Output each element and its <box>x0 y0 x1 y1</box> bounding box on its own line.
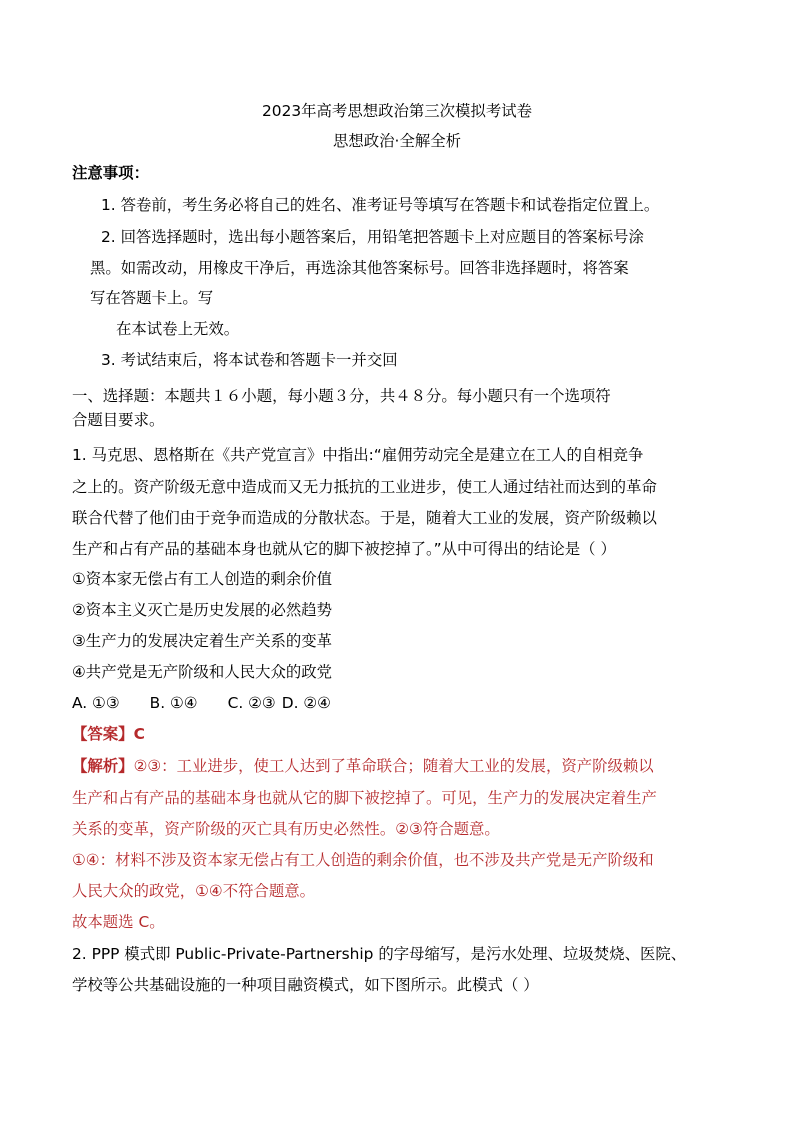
q1-stem-3: 联合代替了他们由于竞争而造成的分散状态。于是，随着大工业的发展，资产阶级赖以 <box>72 509 657 527</box>
notice-line-3: 黑。如需改动，用橡皮干净后，再选涂其他答案标号。回答非选择题时，将答案 <box>90 259 629 277</box>
q1-statement-3: ③生产力的发展决定着生产关系的变革 <box>72 632 333 650</box>
q2-stem-2: 学校等公共基础设施的一种项目融资模式，如下图所示。此模式（ ） <box>72 976 539 994</box>
q1-statement-4: ④共产党是无产阶级和人民大众的政党 <box>72 663 333 681</box>
notice-line-6: 3. 考试结束后，将本试卷和答题卡一并交回 <box>101 351 398 369</box>
q1-analysis-4: ①④：材料不涉及资本家无偿占有工人创造的剩余价值，也不涉及共产党是无产阶级和 <box>72 851 654 869</box>
q1-analysis-5: 人民大众的政党，①④不符合题意。 <box>72 882 316 900</box>
section-heading-2: 合题目要求。 <box>72 411 165 429</box>
q1-stem-2: 之上的。资产阶级无意中造成而又无力抵抗的工业进步，使工人通过结社而达到的革命 <box>72 478 657 496</box>
q1-stem-1: 1. 马克思、恩格斯在《共产党宣言》中指出:“雇佣劳动完全是建立在工人的自相竞争 <box>72 446 644 464</box>
q1-analysis-1 <box>72 755 732 777</box>
q1-option-a: A. ①③ <box>72 694 120 712</box>
notice-heading: 注意事项： <box>72 164 149 182</box>
answer-label: 【答案】 <box>72 725 134 743</box>
exam-subtitle: 思想政治·全解全析 <box>332 132 462 150</box>
notice-line-4: 写在答题卡上。写 <box>90 289 214 307</box>
q1-conclusion: 故本题选 C。 <box>72 913 165 931</box>
analysis-label: 【解析】 <box>72 757 134 775</box>
q1-analysis-3: 关系的变革，资产阶级的灭亡具有历史必然性。②③符合题意。 <box>72 820 500 838</box>
section-heading-1: 一、选择题：本题共１６小题，每小题３分，共４８分。每小题只有一个选项符 <box>72 387 611 405</box>
notice-line-2: 2. 回答选择题时，选出每小题答案后，用铅笔把答题卡上对应题目的答案标号涂 <box>101 228 644 246</box>
q1-options <box>72 692 732 714</box>
exam-title: 2023年高考思想政治第三次模拟考试卷 <box>261 102 533 120</box>
q1-stem-4: 生产和占有产品的基础本身也就从它的脚下被挖掉了。”从中可得出的结论是（ ） <box>72 540 616 558</box>
q1-option-d: D. ②④ <box>281 694 331 712</box>
notice-line-5: 在本试卷上无效。 <box>116 320 240 338</box>
q1-statement-2: ②资本主义灭亡是历史发展的必然趋势 <box>72 601 333 619</box>
analysis-text-1: ②③：工业进步，使工人达到了革命联合；随着大工业的发展，资产阶级赖以 <box>133 757 654 775</box>
q2-stem-1: 2. PPP 模式即 Public-Private-Partnership 的字母缩写，是污水处理、垃圾焚烧、医院、 <box>72 945 687 963</box>
notice-line-1: 1. 答卷前，考生务必将自己的姓名、准考证号等填写在答题卡和试卷指定位置上。 <box>101 196 660 214</box>
q1-option-c: C. ②③ <box>227 694 276 712</box>
q1-answer <box>72 723 732 745</box>
q1-statement-1: ①资本家无偿占有工人创造的剩余价值 <box>72 570 333 588</box>
answer-value: C <box>133 725 145 743</box>
q1-analysis-2: 生产和占有产品的基础本身也就从它的脚下被挖掉了。可见，生产力的发展决定着生产 <box>72 789 657 807</box>
q1-option-b: B. ①④ <box>149 694 198 712</box>
